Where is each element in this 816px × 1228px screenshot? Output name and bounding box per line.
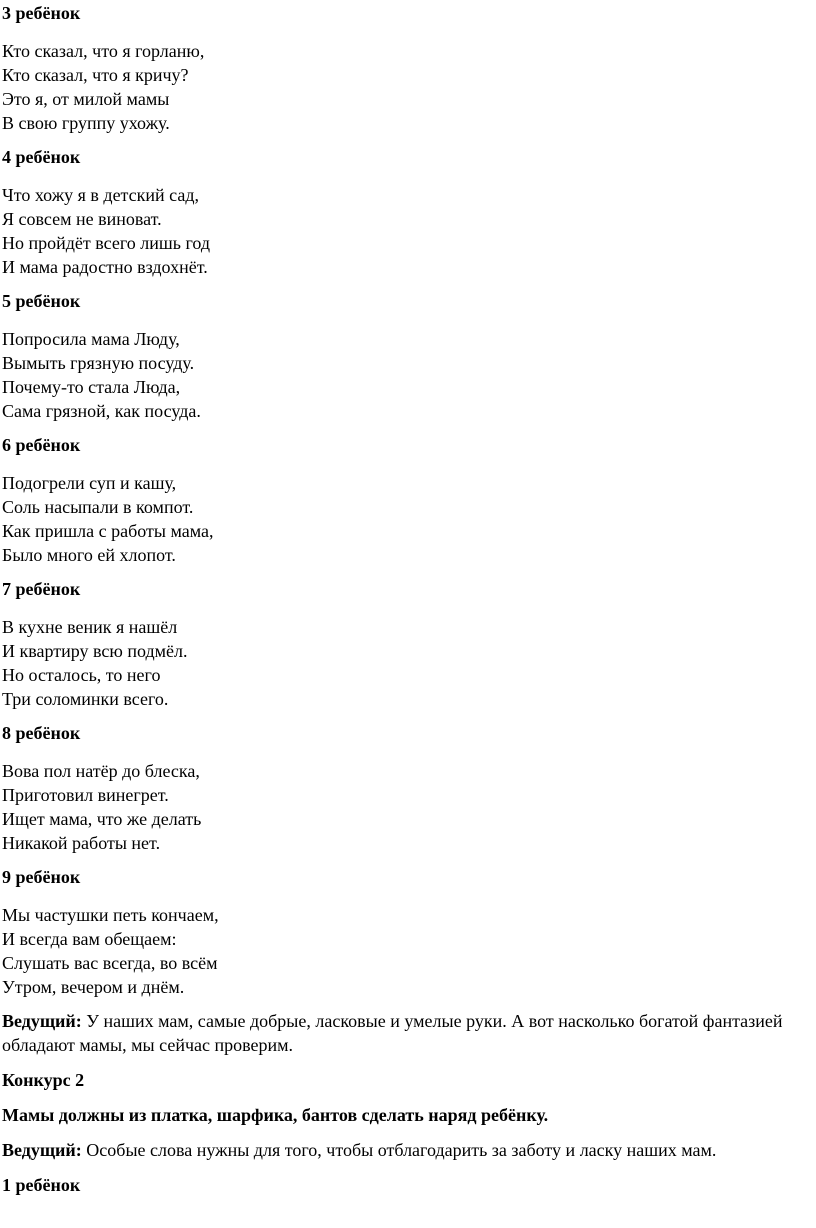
verse-line: И мама радостно вздохнёт.: [2, 257, 208, 277]
verse-line: Приготовил винегрет.: [2, 785, 169, 805]
section-heading: Конкурс 2: [2, 1070, 85, 1090]
verse-line: Мы частушки петь кончаем,: [2, 905, 219, 925]
speaker-label: Ведущий:: [2, 1011, 82, 1031]
verse-line: И всегда вам обещаем:: [2, 929, 177, 949]
section-heading: 9 ребёнок: [2, 867, 81, 887]
verse-line: Я совсем не виноват.: [2, 209, 162, 229]
verse-line: Соль насыпали в компот.: [2, 497, 194, 517]
verse-line: Что хожу я в детский сад,: [2, 185, 199, 205]
verse-line: И квартиру всю подмёл.: [2, 641, 188, 661]
verse-line: Ищет мама, что же делать: [2, 809, 202, 829]
speech-text: Особые слова нужны для того, чтобы отблагодарить за заботу и ласку наших мам.: [81, 1140, 717, 1160]
speech-text: У наших мам, самые добрые, ласковые и умелые руки. А вот насколько богатой фантазией обладают мамы, мы сейчас проверим.: [2, 1011, 783, 1055]
verse-line: Три соломинки всего.: [2, 689, 169, 709]
verse-stanza: [2, 471, 810, 567]
host-speech: [2, 1009, 810, 1057]
verse-stanza: [2, 903, 810, 999]
verse-line: В свою группу ухожу.: [2, 113, 170, 133]
speaker-label: Ведущий:: [2, 1140, 82, 1160]
verse-line: Почему-то стала Люда,: [2, 377, 181, 397]
verse-line: Кто сказал, что я горланю,: [2, 41, 205, 61]
verse-line: Как пришла с работы мама,: [2, 521, 214, 541]
verse-line: В кухне веник я нашёл: [2, 617, 178, 637]
verse-line: Попросила мама Люду,: [2, 329, 180, 349]
verse-stanza: [2, 759, 810, 855]
section-heading: 4 ребёнок: [2, 147, 81, 167]
section-heading: 8 ребёнок: [2, 723, 81, 743]
verse-line: Но осталось, то него: [2, 665, 161, 685]
verse-line: Вымыть грязную посуду.: [2, 353, 195, 373]
verse-line: Было много ей хлопот.: [2, 545, 176, 565]
section-heading: 6 ребёнок: [2, 435, 81, 455]
verse-stanza: [2, 327, 810, 423]
verse-line: Сама грязной, как посуда.: [2, 401, 201, 421]
section-heading: 3 ребёнок: [2, 3, 81, 23]
verse-line: Никакой работы нет.: [2, 833, 161, 853]
verse-line: Слушать вас всегда, во всём: [2, 953, 218, 973]
section-heading: 5 ребёнок: [2, 291, 81, 311]
section-heading: Мамы должны из платка, шарфика, бантов сделать наряд ребёнку.: [2, 1105, 549, 1125]
verse-line: Вова пол натёр до блеска,: [2, 761, 200, 781]
verse-stanza: [2, 39, 810, 135]
verse-line: Кто сказал, что я кричу?: [2, 65, 189, 85]
host-speech: [2, 1138, 810, 1162]
section-heading: 7 ребёнок: [2, 579, 81, 599]
verse-line: Утром, вечером и днём.: [2, 977, 185, 997]
verse-stanza: [2, 615, 810, 711]
verse-line: Подогрели суп и кашу,: [2, 473, 177, 493]
verse-line: Это я, от милой мамы: [2, 89, 170, 109]
verse-line: Но пройдёт всего лишь год: [2, 233, 211, 253]
section-heading: 1 ребёнок: [2, 1175, 81, 1195]
verse-stanza: [2, 183, 810, 279]
